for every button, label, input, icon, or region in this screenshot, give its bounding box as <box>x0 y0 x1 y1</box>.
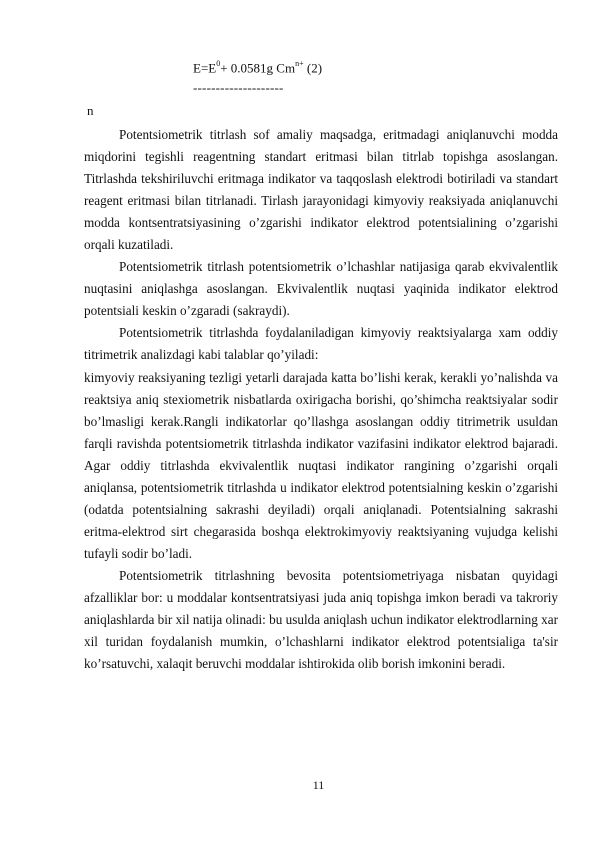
formula-middle: + 0.0581g Cm <box>220 60 296 76</box>
formula-rhs: (2) <box>303 60 323 76</box>
formula-denominator-n: n <box>87 103 94 118</box>
fraction-separator: -------------------- <box>193 80 284 95</box>
paragraph-5: Potentsiometrik titrlashning bevosita potentsiometriyaga nisbatan quyidagi afzalliklar bor: u moddalar kontsentratsiyasi juda aniq topishga imkon beradi va takroriy aniqlashlarda bir xil natija olinadi: bu usulda aniqlash uchun indikator elektrodlarning xar xil turidan foydalanish mumkin, o’lchashlarni indikator elektrod potentsialiga ta'sir ko’rsatuvchi, xalaqit beruvchi moddalar ishtirokida olib borish imkonini beradi. <box>84 567 558 672</box>
paragraph-2: Potentsiometrik titrlash potentsiometrik o’lchashlar natijasiga qarab ekvivalentlik nuqtasini aniqlashga asoslangan. Ekvivalentlik nuqtasi yaqinida indikator elektrod potentsiali keskin o’zgaradi (sakraydi). <box>84 259 558 319</box>
formula-superscript-n: n+ <box>295 59 304 68</box>
body-text <box>84 124 558 675</box>
paragraph-4: kimyoviy reaksiyaning tezligi yetarli darajada katta bo’lishi kerak, kerakli yo’nalishda va reaktsiya aniq stexiometrik nisbatlarda oxirigacha borishi, qo’shimcha reaktsiyalar sodir bo’lmasligi kerak.Rangli indikatorlar qo’llashga asoslangan oddiy titrimetrik usuldan farqli ravishda potentsiometrik titrlashda indikator vazifasini indikator elektrod bajaradi. Agar oddiy titrlashda ekvivalentlik nuqtasi indikator rangining o’zgarishi orqali aniqlansa, potentsiometrik titrlashda u indikator elektrod potentsialning keskin o’zgarishi (odatda potentsialning sakrashi deyiladi) orqali aniqlanadi. Potentsialning sakrashi eritma-elektrod sirt chegarasida boshqa elektrokimyoviy reaktsiyaning vujudga kelishi tufayli sodir bo’ladi. <box>84 369 558 561</box>
paragraph-3: Potentsiometrik titrlashda foydalaniladigan kimyoviy reaktsiyalarga xam oddiy titrimetrik analizdagi kabi talablar qo’yiladi: <box>84 325 558 363</box>
nernst-formula <box>193 56 322 77</box>
page-number: 11 <box>312 778 325 792</box>
formula-superscript-zero: 0 <box>216 59 221 68</box>
formula-lhs: E=E <box>193 60 217 76</box>
paragraph-1: Potentsiometrik titrlash sof amaliy maqsadga, eritmadagi aniqlanuvchi modda miqdorini tegishli reagentning standart eritmasi bilan titrlab topishga asoslangan. Titrlashda tekshiriluvchi eritmaga indikator va taqqoslash elektrodi botiriladi va standart reagent eritmasi bilan titrlanadi. Tirlash jarayonidagi kimyoviy reaksiyada aniqlanuvchi modda kontsentratsiyasining o’zgarishi indikator elektrod potentsialining o’zgarishi orqali kuzatiladi. <box>84 127 558 253</box>
